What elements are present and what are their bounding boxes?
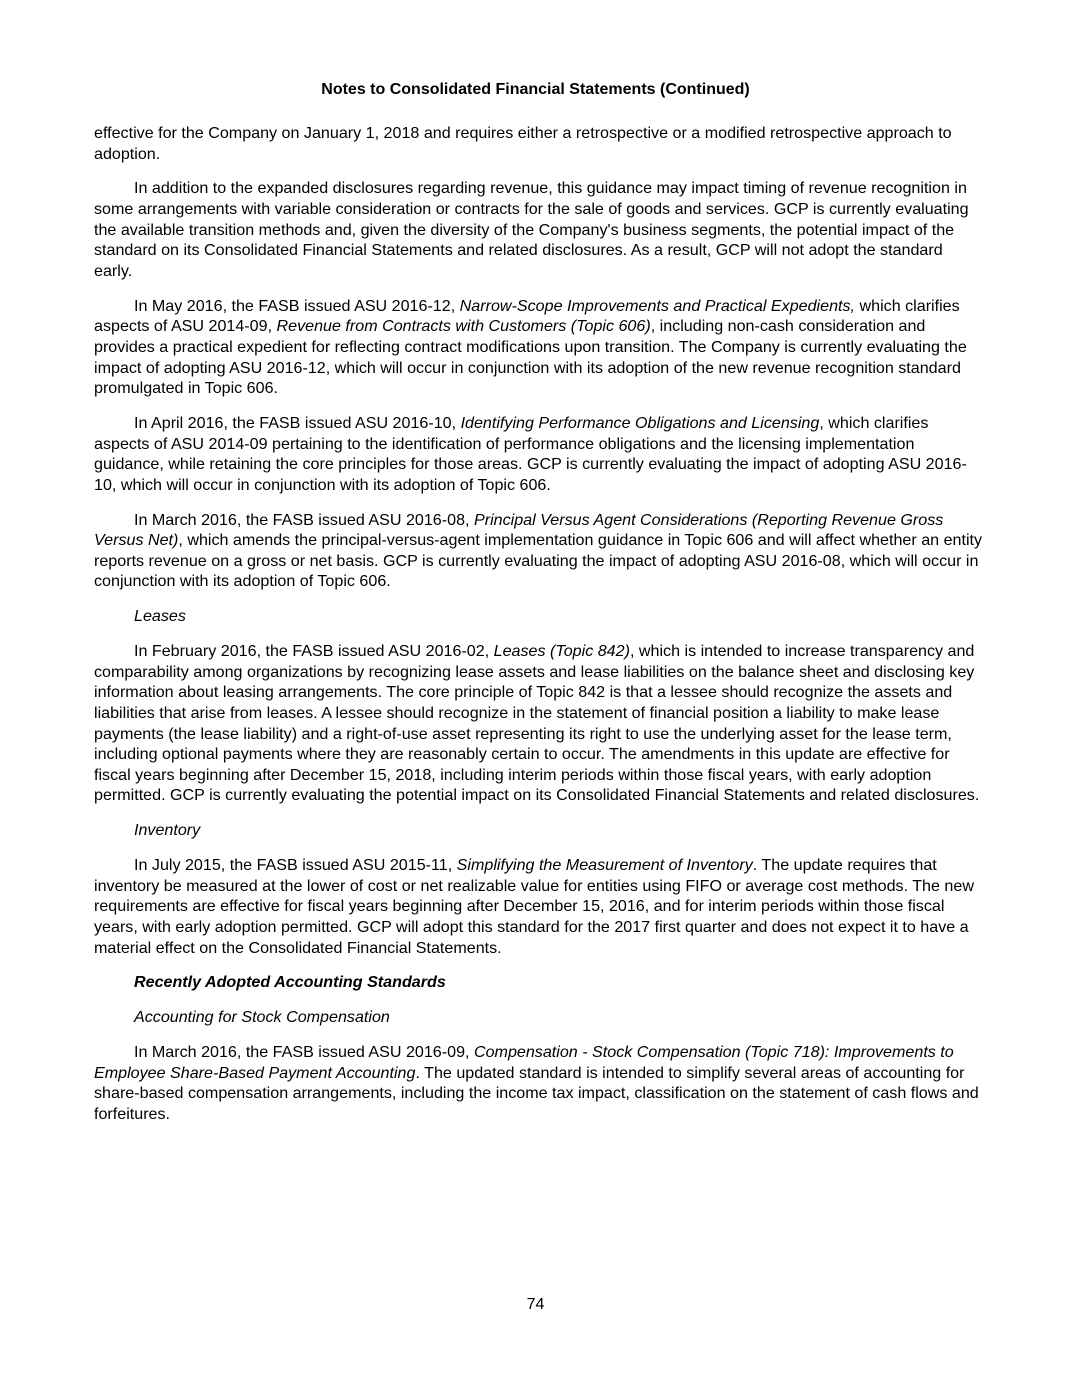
text-run: , which clarifies aspects of ASU 2014-09 pertaining to the identification of performance obligations and the licensing implementation guidance, while retaining the core principles for those areas. GCP is currently evaluating the impact of adopting ASU 2016-10, which will occur in conjunction with its adoption of Topic 606. xyxy=(94,414,967,494)
standard-title: Simplifying the Measurement of Inventory xyxy=(456,856,753,875)
page-title: Notes to Consolidated Financial Statements (Continued) xyxy=(321,81,750,98)
text-run: In February 2016, the FASB issued ASU 2016-02, xyxy=(134,642,494,661)
standard-title: Revenue from Contracts with Customers (Topic 606) xyxy=(276,317,651,336)
text-run: In March 2016, the FASB issued ASU 2016-08, xyxy=(134,510,474,529)
standard-title: Narrow-Scope Improvements and Practical Expedients, xyxy=(459,296,856,315)
paragraph-asu-2016-02 xyxy=(94,641,984,806)
text-run: . The update requires that inventory be measured at the lower of cost or net realizable value for entities using FIFO or average cost methods. The new requirements are effective for fiscal years beginning after December 15, 2016, and for interim periods within those fiscal years, with early adoption permitted. GCP will adopt this standard for the 2017 first quarter and does not expect it to have a material effect on the Consolidated Financial Statements. xyxy=(94,856,974,957)
text-run: In April 2016, the FASB issued ASU 2016-10, xyxy=(134,414,461,433)
text-run: , which amends the principal-versus-agent implementation guidance in Topic 606 and will affect whether an entity reports revenue on a gross or net basis. GCP is currently evaluating the impact of adopting ASU 2016-08, which will occur in conjunction with its adoption of Topic 606. xyxy=(94,531,983,591)
paragraph-asu-2016-08 xyxy=(94,510,984,592)
text-run: which clarifies aspects of ASU 2014-09, xyxy=(94,296,960,336)
section-heading-stock-compensation: Accounting for Stock Compensation xyxy=(134,1008,390,1027)
paragraph-adoption-approach: effective for the Company on January 1, 2018 and requires either a retrospective or a modified retrospective approach to adoption. xyxy=(94,124,952,163)
text-run: In March 2016, the FASB issued ASU 2016-09, xyxy=(134,1043,474,1062)
paragraph-asu-2016-09 xyxy=(94,1042,984,1124)
standard-title: Compensation - Stock Compensation (Topic 718): Improvements to Employee Share-Based Payment Accounting xyxy=(94,1043,954,1082)
text-run: , including non-cash consideration and provides a practical expedient for reflecting contract modifications upon transition. The Company is currently evaluating the impact of adopting ASU 2016-12, which will occur in conjunction with its adoption of the new revenue recognition standard promulgated in Topic 606. xyxy=(94,317,967,398)
text-run: . The updated standard is intended to simplify several areas of accounting for share-based compensation arrangements, including the income tax impact, classification on the statement of cash flows and forfeitures. xyxy=(94,1063,979,1124)
text-run: In July 2015, the FASB issued ASU 2015-11, xyxy=(134,856,457,875)
standard-title: Leases (Topic 842) xyxy=(493,642,630,661)
standard-title: Principal Versus Agent Considerations (Reporting Revenue Gross Versus Net) xyxy=(94,510,944,550)
paragraph-expanded-disclosures: In addition to the expanded disclosures regarding revenue, this guidance may impact timing of revenue recognition in some arrangements with variable consideration or contracts for the sale of goods and services. GCP is currently evaluating the available transition methods and, given the diversity of the Company's business segments, the potential impact of the standard on its Consolidated Financial Statements and related disclosures. As a result, GCP will not adopt the standard early. xyxy=(94,179,969,280)
section-heading-inventory: Inventory xyxy=(134,821,201,840)
paragraph-asu-2016-10 xyxy=(94,413,984,495)
page-number: 74 xyxy=(526,1296,545,1313)
paragraph-asu-2016-12 xyxy=(94,296,984,399)
standard-title: Identifying Performance Obligations and Licensing xyxy=(460,414,820,433)
text-run: In May 2016, the FASB issued ASU 2016-12, xyxy=(134,296,460,315)
section-heading-recently-adopted: Recently Adopted Accounting Standards xyxy=(134,973,446,992)
document-body xyxy=(94,123,984,1139)
paragraph-asu-2015-11 xyxy=(94,855,984,958)
text-run: , which is intended to increase transparency and comparability among organizations by recognizing lease assets and lease liabilities on the balance sheet and disclosing key information about leasing arrangements. The core principle of Topic 842 is that a lessee should recognize the assets and liabilities that arise from leases. A lessee should recognize in the statement of financial position a liability to make lease payments (the lease liability) and a right-of-use asset representing its right to use the underlying asset for the lease term, including optional payments where they are reasonably certain to occur. The amendments in this update are effective for fiscal years beginning after December 15, 2018, including interim periods within those fiscal years, with early adoption permitted. GCP is currently evaluating the potential impact on its Consolidated Financial Statements and related disclosures. xyxy=(94,642,980,805)
section-heading-leases: Leases xyxy=(134,607,186,626)
